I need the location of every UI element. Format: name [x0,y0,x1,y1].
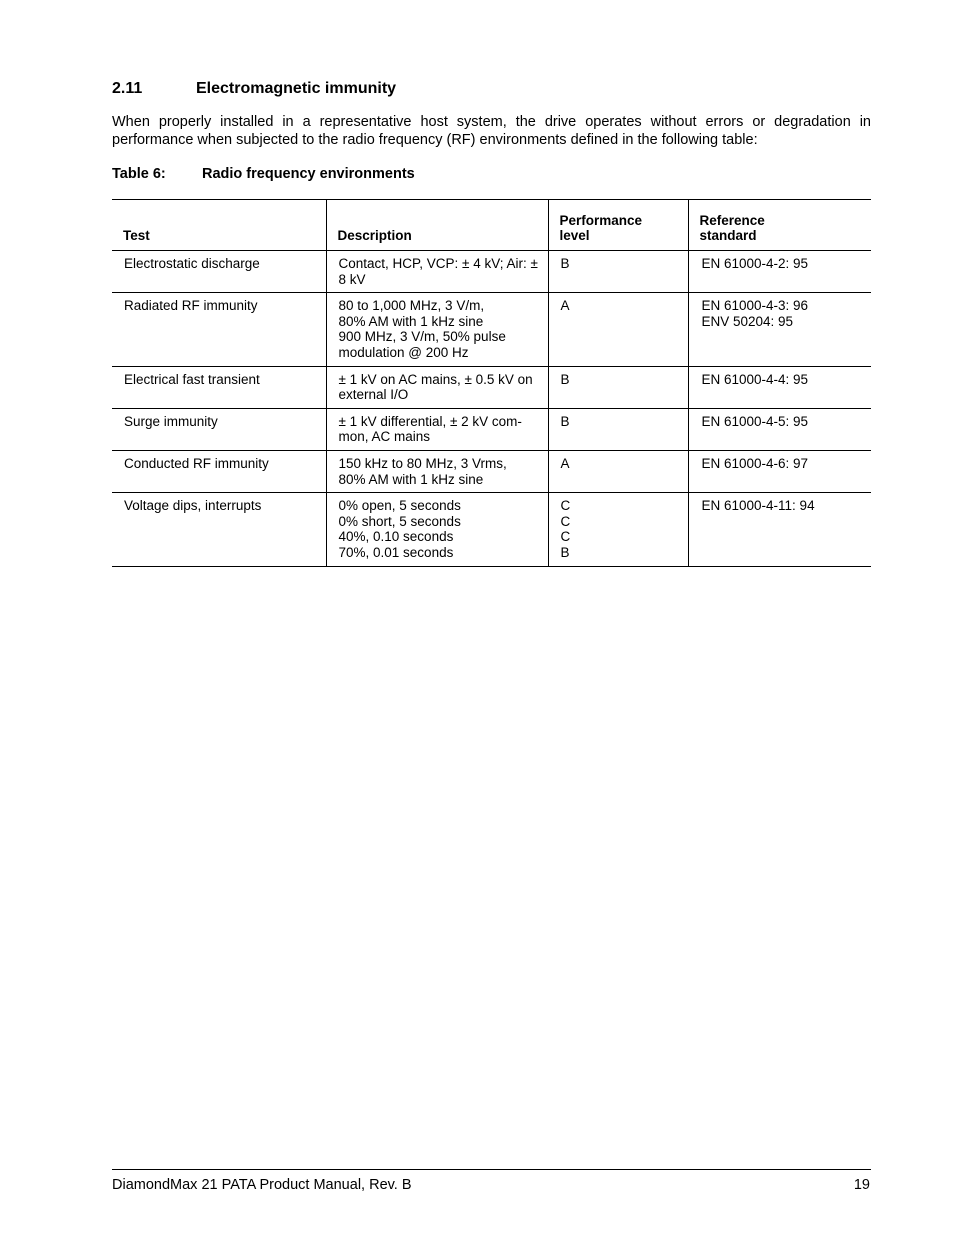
footer-manual-title: DiamondMax 21 PATA Product Manual, Rev. B [112,1177,412,1193]
cell-description-line: 80 to 1,000 MHz, 3 V/m, [338,298,485,314]
cell-performance-line: A [560,455,570,471]
cell-description-line: ± 1 kV differential, ± 2 kV com- [338,413,522,429]
section-heading [112,80,396,98]
cell-performance [548,493,688,566]
cell-description-line: 0% short, 5 seconds [338,513,461,529]
cell-test: Conducted RF immunity [124,455,269,471]
footer-page-number: 19 [853,1177,870,1193]
cell-test: Electrical fast transient [124,371,260,387]
table-row [112,450,871,492]
cell-description-line: 80% AM with 1 kHz sine [338,313,484,329]
cell-description [326,493,548,566]
cell-description [326,251,548,293]
cell-description [326,408,548,450]
footer-rule [112,1169,871,1170]
cell-reference-line: EN 61000-4-11: 94 [701,498,815,514]
cell-performance [548,251,688,293]
table-row [112,408,871,450]
rf-environments-table [112,199,871,567]
table-row [112,293,871,366]
cell-performance [548,366,688,408]
table-number: Table 6: [112,166,166,182]
header-performance-line: level [559,228,590,244]
table-row [112,366,871,408]
header-reference [688,200,871,251]
cell-reference [688,450,871,492]
cell-performance-line: B [560,544,570,560]
table-row [112,251,871,293]
cell-description-line: 900 MHz, 3 V/m, 50% pulse [338,329,506,345]
cell-performance-line: A [560,298,570,314]
cell-reference-line: EN 61000-4-2: 95 [701,256,809,271]
cell-test: Radiated RF immunity [124,298,258,314]
table-title: Radio frequency environments [202,166,415,182]
cell-reference [688,366,871,408]
header-test-label: Test [123,228,150,244]
cell-description [326,450,548,492]
cell-performance-line: C [560,513,571,529]
cell-description-line: 0% open, 5 seconds [338,498,461,514]
header-description-label: Description [337,228,412,244]
table-row [112,493,871,566]
header-performance [548,200,688,251]
header-performance-line: Performance [559,212,643,228]
cell-reference-line: EN 61000-4-6: 97 [701,455,809,471]
cell-reference-line: ENV 50204: 95 [701,313,794,329]
table-header-row [112,200,871,251]
cell-description-line: Contact, HCP, VCP: ± 4 kV; Air: ± 8 kV [338,256,538,287]
cell-performance-line: C [560,498,571,514]
cell-test: Electrostatic discharge [124,256,260,271]
section-number: 2.11 [112,80,143,97]
cell-performance-line: B [560,256,570,271]
intro-paragraph: When properly installed in a representative host system, the drive operates without errors or degradation in performance when subjected to the radio frequency (RF) environments defined in the following table: [112,114,871,148]
table-body [112,251,871,567]
cell-reference [688,251,871,293]
cell-test: Surge immunity [124,413,218,429]
cell-description-line: 40%, 0.10 seconds [338,529,454,545]
cell-reference [688,293,871,366]
cell-performance-line: B [560,413,570,429]
cell-performance [548,450,688,492]
cell-reference-line: EN 61000-4-5: 95 [701,413,809,429]
cell-description-line: modulation @ 200 Hz [338,344,469,360]
cell-performance [548,293,688,366]
header-description [326,200,548,251]
cell-description-line: 80% AM with 1 kHz sine [338,471,484,487]
cell-reference [688,408,871,450]
cell-description [326,366,548,408]
cell-reference [688,493,871,566]
cell-description-line: mon, AC mains [338,429,431,445]
header-reference-line: Reference [699,212,765,228]
cell-reference-line: EN 61000-4-4: 95 [701,371,809,387]
cell-reference-line: EN 61000-4-3: 96 [701,298,809,314]
cell-performance-line: C [560,529,571,545]
header-reference-line: standard [699,228,757,244]
table-caption [112,166,415,182]
cell-description [326,293,548,366]
cell-description-line: 70%, 0.01 seconds [338,544,454,560]
section-title: Electromagnetic immunity [196,80,397,97]
cell-description-line: 150 kHz to 80 MHz, 3 Vrms, [338,455,507,471]
cell-performance [548,408,688,450]
cell-performance-line: B [560,371,570,387]
cell-description-line: ± 1 kV on AC mains, ± 0.5 kV on external I/O [338,371,533,403]
header-test [112,200,326,251]
cell-test: Voltage dips, interrupts [124,498,262,514]
